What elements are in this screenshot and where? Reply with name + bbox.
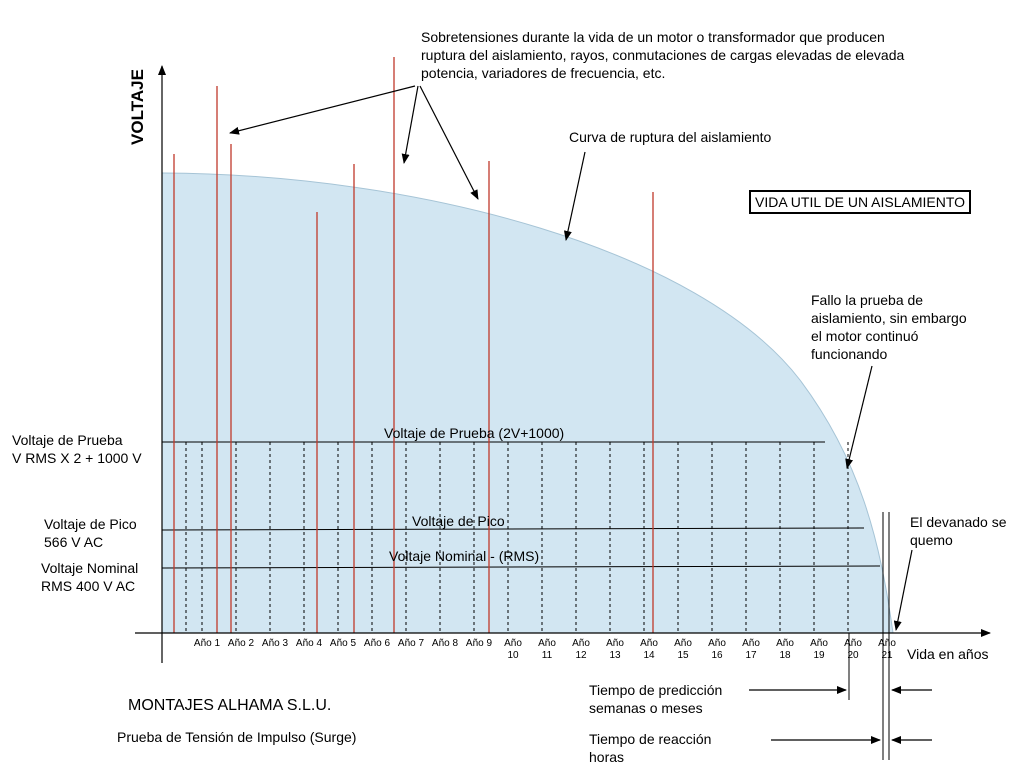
year-tick-text: 20: [847, 650, 859, 661]
year-tick-label: [496, 638, 530, 662]
reaction-label: [589, 730, 711, 766]
left-test-label-line: V RMS X 2 + 1000 V: [12, 450, 142, 466]
year-tick-text: Año: [538, 638, 556, 649]
year-tick-label: [734, 638, 768, 662]
year-tick-text: Año: [844, 638, 862, 649]
year-tick-text: Año: [878, 638, 896, 649]
prediction-label-line: semanas o meses: [589, 700, 703, 716]
peak-voltage-line-label: Voltaje de Pico: [412, 513, 505, 529]
curve-label: Curva de ruptura del aislamiento: [569, 129, 772, 145]
year-tick-text: Año: [776, 638, 794, 649]
year-tick-text: 11: [541, 650, 553, 661]
reaction-label-line: Tiempo de reacción: [589, 731, 712, 747]
year-tick-label: [598, 638, 632, 662]
year-tick-label: [870, 638, 904, 662]
test-fail-note-line: aislamiento, sin embargo: [811, 310, 967, 326]
test-fail-note-line: Fallo la prueba de: [811, 292, 924, 308]
test-fail-note-line: el motor continuó: [811, 328, 919, 344]
year-tick-text: Año: [810, 638, 828, 649]
year-tick-text: 12: [575, 650, 587, 661]
reaction-label-line: horas: [589, 749, 625, 765]
year-tick-text: Año: [504, 638, 522, 649]
year-tick-label: [394, 638, 428, 650]
year-tick-text: 18: [779, 650, 791, 661]
year-tick-label: [666, 638, 700, 662]
left-nominal-label: [41, 559, 138, 595]
year-tick-label: [326, 638, 360, 650]
test-voltage-line-label: Voltaje de Prueba (2V+1000): [384, 425, 565, 441]
year-tick-text: Año 7: [397, 638, 425, 649]
x-axis-label: Vida en años: [907, 646, 989, 662]
year-tick-label: [360, 638, 394, 650]
year-tick-text: Año 6: [363, 638, 391, 649]
year-tick-text: 21: [881, 650, 893, 661]
year-tick-label: [700, 638, 734, 662]
year-tick-label: [530, 638, 564, 662]
year-tick-text: 16: [711, 650, 723, 661]
year-tick-text: Año 9: [465, 638, 493, 649]
year-tick-label: [632, 638, 666, 662]
overvoltage-note: [421, 28, 904, 82]
overvoltage-note-line: potencia, variadores de frecuencia, etc.: [421, 65, 666, 81]
year-tick-text: Año: [742, 638, 760, 649]
left-test-label-line: Voltaje de Prueba: [12, 432, 123, 448]
year-tick-label: [836, 638, 870, 662]
burn-arrow: [896, 550, 912, 630]
left-peak-label-line: 566 V AC: [44, 534, 104, 550]
left-test-label: [12, 431, 142, 467]
year-tick-text: Año: [572, 638, 590, 649]
overvoltage-note-line: Sobretensiones durante la vida de un motor o transformador que producen: [421, 29, 885, 45]
nominal-voltage-line-label: Voltaje Nominal - (RMS): [389, 548, 540, 564]
burn-note-line: El devanado se: [910, 514, 1007, 530]
year-tick-label: [224, 638, 258, 650]
left-nominal-label-line: RMS 400 V AC: [41, 578, 136, 594]
subtitle: Prueba de Tensión de Impulso (Surge): [117, 729, 357, 745]
prediction-label: [589, 681, 722, 717]
prediction-label-line: Tiempo de predicción: [589, 682, 723, 698]
curve-arrow: [566, 152, 585, 240]
left-nominal-label-line: Voltaje Nominal: [41, 560, 139, 576]
year-tick-text: Año 5: [329, 638, 357, 649]
year-tick-text: 13: [609, 650, 621, 661]
left-peak-label-line: Voltaje de Pico: [44, 516, 137, 532]
year-tick-text: Año 2: [227, 638, 255, 649]
year-tick-text: Año: [640, 638, 658, 649]
year-tick-text: 19: [813, 650, 825, 661]
test-fail-arrow: [847, 366, 872, 468]
year-tick-text: 14: [643, 650, 655, 661]
timing-arrows: [749, 690, 932, 740]
year-tick-label: [190, 638, 224, 650]
year-tick-text: 10: [507, 650, 519, 661]
overvoltage-note-line: ruptura del aislamiento, rayos, conmutaciones de cargas elevadas de elevada: [421, 47, 905, 63]
year-tick-text: 17: [745, 650, 757, 661]
year-tick-text: Año 3: [261, 638, 289, 649]
burn-note-line: quemo: [910, 532, 953, 548]
title-box: VIDA UTIL DE UN AISLAMIENTO: [749, 190, 971, 214]
year-tick-text: Año: [674, 638, 692, 649]
year-tick-label: [258, 638, 292, 650]
year-tick-text: Año 4: [295, 638, 323, 649]
year-tick-text: Año: [606, 638, 624, 649]
test-fail-note-line: funcionando: [811, 346, 888, 362]
year-tick-label: [292, 638, 326, 650]
year-tick-label: [564, 638, 598, 662]
year-tick-text: Año 8: [431, 638, 459, 649]
year-tick-label: [768, 638, 802, 662]
year-tick-label: [802, 638, 836, 662]
year-tick-text: Año: [708, 638, 726, 649]
burn-note: [910, 513, 1007, 549]
test-fail-note: [811, 291, 967, 363]
left-peak-label: [44, 515, 137, 551]
year-tick-label: [462, 638, 496, 650]
year-tick-text: Año 1: [193, 638, 221, 649]
year-tick-label: [428, 638, 462, 650]
company-name: MONTAJES ALHAMA S.L.U.: [128, 697, 332, 714]
y-axis-label: VOLTAJE: [128, 69, 147, 145]
year-tick-text: 15: [677, 650, 689, 661]
